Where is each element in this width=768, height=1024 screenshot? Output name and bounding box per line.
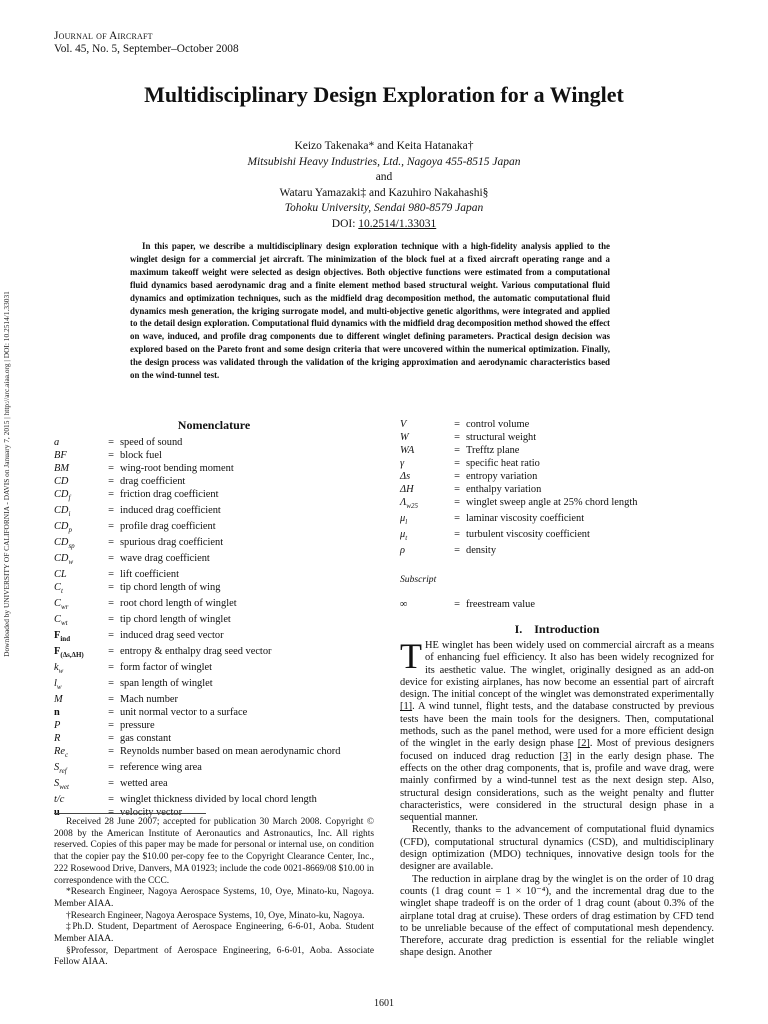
definition: drag coefficient bbox=[120, 475, 186, 487]
symbol: $Re_c$ bbox=[54, 745, 69, 760]
nomenclature-left-row bbox=[54, 630, 374, 646]
subscript-row bbox=[400, 599, 714, 612]
definition: wing-root bending moment bbox=[120, 462, 234, 474]
nomenclature-heading: Nomenclature bbox=[177, 418, 251, 432]
affiliation-2: Tohoku University, Sendai 980-8579 Japan bbox=[284, 202, 484, 214]
equals-sign: = bbox=[108, 449, 114, 461]
received-note: Received 28 June 2007; accepted for publication 30 March 2008. Copyright © 2008 by the American Institute of Aeronautics and Astronautics, Inc. All rights reserved. Copies of this paper may be made for personal or internal use, on condition that the copier pay the $10.00 per-copy fee to the Copyright Clearance Center, Inc., 222 Rosewood Drive, Danvers, MA 01923; include the code 0021-8669/08 $10.00 in correspondence with the CCC. bbox=[54, 817, 374, 886]
equals-sign: = bbox=[108, 678, 114, 690]
equals-sign: = bbox=[454, 483, 460, 495]
definition: structural weight bbox=[466, 431, 537, 443]
intro-text-1d: in the early design phase. The effects on the other drag components, that is, profile and wave drag, were mainly confirmed by a wind-tunnel test as the next design step. Also, structural design considerations, such as the weight penalty and flutter characteristics, were considered in the structural design phase in a sequential manner. bbox=[400, 750, 714, 824]
footnote-3: ‡Ph.D. Student, Department of Aerospace Engineering, 6-6-01, Aoba. Student Member AIAA. bbox=[54, 922, 374, 945]
equals-sign: = bbox=[108, 462, 114, 474]
nomenclature-right-row bbox=[400, 484, 714, 497]
equals-sign: = bbox=[108, 597, 114, 609]
download-note: Downloaded by UNIVERSITY OF CALIFORNIA - DAVIS on January 7, 2015 | http://arc.aiaa.org | DOI: 10.2514/1.33031 bbox=[2, 291, 11, 657]
equals-sign: = bbox=[108, 662, 114, 674]
intro-paragraph-2: Recently, thanks to the advancement of computational fluid dynamics (CFD), computational structural dynamics (CSD), and multidisciplinary design optimization (MDO) techniques, innovative design tools for the designer are available. bbox=[400, 824, 714, 873]
intro-paragraph-1 bbox=[400, 636, 714, 824]
symbol: V bbox=[400, 419, 407, 430]
doi-line bbox=[0, 217, 768, 233]
equals-sign: = bbox=[108, 437, 114, 448]
equals-sign: = bbox=[454, 419, 460, 430]
symbol: $C_{wr}$ bbox=[54, 597, 69, 612]
symbol: R bbox=[54, 733, 61, 744]
nomenclature-right-row bbox=[400, 445, 714, 458]
equals-sign: = bbox=[108, 488, 114, 500]
definition: friction drag coefficient bbox=[120, 488, 219, 500]
footnote-4: §Professor, Department of Aerospace Engineering, 6-6-01, Aoba. Associate Fellow AIAA. bbox=[54, 945, 374, 968]
equals-sign: = bbox=[108, 707, 114, 719]
symbol: ρ bbox=[400, 544, 405, 556]
equals-sign: = bbox=[108, 552, 114, 564]
nomenclature-left-row bbox=[54, 694, 374, 707]
definition: wave drag coefficient bbox=[120, 552, 210, 564]
nomenclature-right-row bbox=[400, 545, 714, 558]
equals-sign: = bbox=[108, 504, 114, 516]
journal-header bbox=[54, 30, 239, 56]
symbol: u bbox=[54, 807, 60, 818]
definition: pressure bbox=[120, 720, 155, 732]
symbol: ΔH bbox=[400, 483, 414, 495]
equals-sign: = bbox=[108, 536, 114, 548]
symbol: WA bbox=[400, 444, 415, 456]
nomenclature-left-row bbox=[54, 553, 374, 569]
equals-sign: = bbox=[108, 568, 114, 580]
symbol: ∞ bbox=[400, 598, 408, 610]
symbol: $C_t$ bbox=[54, 581, 63, 595]
symbol: Δs bbox=[400, 470, 411, 482]
definition: reference wing area bbox=[120, 761, 202, 773]
symbol: $CD_f$ bbox=[54, 488, 71, 502]
definition: gas constant bbox=[120, 733, 172, 744]
symbol: CL bbox=[54, 568, 67, 580]
symbol: $CD_{sp}$ bbox=[54, 536, 75, 550]
intro-text-1c: . Most of previous designers focused on induced drag reduction bbox=[400, 738, 714, 762]
doi-link[interactable]: 10.2514/1.33031 bbox=[358, 217, 437, 230]
nomenclature-left-row bbox=[54, 646, 374, 662]
nomenclature-right-row bbox=[400, 529, 714, 545]
ref-1-link[interactable]: [1] bbox=[400, 701, 413, 713]
intro-body bbox=[400, 636, 714, 960]
ref-2-link[interactable]: [2] bbox=[577, 738, 590, 750]
authors-line-2: Wataru Yamazaki‡ and Kazuhiro Nakahashi§ bbox=[279, 186, 489, 199]
definition: control volume bbox=[466, 419, 530, 430]
equals-sign: = bbox=[108, 807, 114, 818]
symbol: $\mu_t$ bbox=[400, 528, 408, 542]
symbol: W bbox=[400, 431, 409, 443]
symbol: $F_{ind}$ bbox=[54, 630, 71, 644]
equals-sign: = bbox=[108, 720, 114, 732]
symbol: $F_{(\Delta s,\Delta H)}$ bbox=[54, 646, 84, 660]
definition: induced drag coefficient bbox=[120, 504, 221, 516]
nomenclature-right-row bbox=[400, 497, 714, 513]
symbol: BM bbox=[54, 462, 70, 474]
nomenclature-right-row bbox=[400, 419, 714, 432]
nomenclature-left-row bbox=[54, 794, 374, 807]
ref-3-link[interactable]: [3] bbox=[559, 750, 572, 762]
definition: Mach number bbox=[120, 694, 178, 706]
nomenclature-left-row bbox=[54, 598, 374, 614]
symbol: $C_{wt}$ bbox=[54, 613, 68, 628]
nomenclature-left-row bbox=[54, 582, 374, 598]
equals-sign: = bbox=[454, 470, 460, 482]
definition: velocity vector bbox=[120, 807, 183, 818]
doi-label: DOI: bbox=[331, 217, 359, 230]
page-number: 1601 bbox=[374, 998, 394, 1009]
equals-sign: = bbox=[108, 794, 114, 806]
definition: unit normal vector to a surface bbox=[120, 707, 248, 719]
equals-sign: = bbox=[108, 778, 114, 790]
equals-sign: = bbox=[454, 544, 460, 556]
nomenclature-left-column bbox=[54, 437, 374, 820]
equals-sign: = bbox=[454, 512, 460, 524]
definition: span length of winglet bbox=[120, 678, 213, 690]
symbol: BF bbox=[54, 449, 67, 461]
nomenclature-left-row bbox=[54, 614, 374, 630]
paper-title: Multidisciplinary Design Exploration for a Winglet bbox=[144, 82, 624, 107]
symbol: P bbox=[54, 720, 61, 732]
intro-paragraph-3: The reduction in airplane drag by the winglet is on the order of 10 drag counts (1 drag count = 1 × 10⁻⁴), and the incremental drag due to the winglet shape tradeoff is on the order of 1 drag count (about 0.3% of the airplane total drag at cruise). These orders of drag estimation by CFD tend to be unreliable because of the effect of computational mesh dependency. Therefore, accurate drag prediction is essential for the reliable winglet shape design. Another bbox=[400, 873, 714, 959]
symbol: $CD_p$ bbox=[54, 520, 72, 534]
footnote-1: *Research Engineer, Nagoya Aerospace Systems, 10, Oye, Minato-ku, Nagoya. Member AIAA. bbox=[54, 887, 374, 909]
definition: turbulent viscosity coefficient bbox=[466, 528, 590, 540]
definition: root chord length of winglet bbox=[120, 597, 237, 609]
nomenclature-left-row bbox=[54, 437, 374, 450]
definition: spurious drag coefficient bbox=[120, 536, 224, 548]
author-block bbox=[0, 139, 768, 232]
symbol: $k_w$ bbox=[54, 662, 64, 676]
definition: tip chord length of winglet bbox=[120, 613, 231, 625]
definition: form factor of winglet bbox=[120, 662, 213, 674]
equals-sign: = bbox=[454, 431, 460, 443]
nomenclature-right-row bbox=[400, 513, 714, 529]
equals-sign: = bbox=[454, 598, 460, 610]
definition: tip chord length of wing bbox=[120, 581, 221, 593]
equals-sign: = bbox=[108, 745, 114, 757]
nomenclature-right-row bbox=[400, 458, 714, 471]
definition: entropy variation bbox=[466, 470, 538, 482]
subscript-heading: Subscript bbox=[400, 573, 437, 585]
definition: winglet thickness divided by local chord length bbox=[120, 794, 317, 806]
symbol: $CD_w$ bbox=[54, 552, 74, 567]
definition: freestream value bbox=[466, 598, 535, 610]
nomenclature-left-row bbox=[54, 746, 374, 762]
journal-name: Journal of Aircraft bbox=[54, 30, 153, 42]
equals-sign: = bbox=[454, 496, 460, 508]
symbol: $\Lambda_{w25}$ bbox=[400, 496, 418, 510]
equals-sign: = bbox=[108, 761, 114, 773]
definition: Trefftz plane bbox=[466, 444, 520, 456]
symbol: CD bbox=[54, 475, 69, 487]
nomenclature-right-row bbox=[400, 432, 714, 445]
equals-sign: = bbox=[454, 444, 460, 456]
footnote-divider bbox=[54, 813, 206, 814]
nomenclature-left-row bbox=[54, 450, 374, 463]
equals-sign: = bbox=[108, 646, 114, 658]
definition: entropy & enthalpy drag seed vector bbox=[120, 646, 272, 658]
affiliation-1: Mitsubishi Heavy Industries, Ltd., Nagoya 455-8515 Japan bbox=[247, 155, 521, 168]
nomenclature-left-row bbox=[54, 678, 374, 694]
nomenclature-right-row bbox=[400, 471, 714, 484]
nomenclature-left-row bbox=[54, 720, 374, 733]
nomenclature-left-row bbox=[54, 476, 374, 489]
authors-line-1: Keizo Takenaka* and Keita Hatanaka† bbox=[294, 140, 474, 152]
equals-sign: = bbox=[108, 475, 114, 487]
symbol: $CD_i$ bbox=[54, 504, 71, 518]
definition: density bbox=[466, 544, 497, 556]
nomenclature-left-row bbox=[54, 463, 374, 476]
nomenclature-left-row bbox=[54, 569, 374, 582]
nomenclature-left-row bbox=[54, 489, 374, 505]
nomenclature-left-row bbox=[54, 662, 374, 678]
nomenclature-left-row bbox=[54, 537, 374, 553]
symbol: a bbox=[54, 437, 60, 448]
symbol: $l_w$ bbox=[54, 678, 62, 692]
equals-sign: = bbox=[108, 694, 114, 706]
nomenclature-left-row bbox=[54, 521, 374, 537]
symbol: $S_{ref}$ bbox=[54, 761, 67, 776]
definition: lift coefficient bbox=[120, 568, 179, 580]
definition: Reynolds number based on mean aerodynamic chord bbox=[120, 745, 341, 757]
symbol: n bbox=[54, 707, 60, 719]
intro-heading: I. Introduction bbox=[514, 622, 600, 636]
nomenclature-left-row bbox=[54, 505, 374, 521]
nomenclature-left-row bbox=[54, 762, 374, 778]
abstract: In this paper, we describe a multidisciplinary design exploration technique with a high-fidelity analysis applied to the winglet design for a commercial jet aircraft. The minimization of the block fuel at a fixed aircraft operating range and a maximum takeoff weight were selected as design objectives. Both objective functions were estimated from a computational fluid dynamics based aerodynamic drag and a finite element method based structural weight. Various computational fluid dynamics and optimization techniques, such as the midfield drag decomposition method, the automatic computational fluid dynamics mesh generation, the kriging surrogate model, and multi-objective genetic algorithms, were integrated and applied to the detail design exploration. Computational fluid dynamics with the midfield drag decomposition method showed the effect on wave, induced, and profile drag components due to different winglet defining parameters. Practical design decision was explored based on the Pareto front and some design criteria that were uncovered within the numerical optimization. Finally, the design process was validated through the validation of the kriging approximation and aerodynamic characteristics based on the wind-tunnel test. bbox=[130, 241, 610, 381]
symbol: γ bbox=[400, 457, 405, 469]
intro-text-1a: HE winglet has been widely used on commercial aircraft as a means of enhancing fuel efficiency. It also has been widely recognized for its aesthetic value. The winglet, originally designed as an add-on device for existing airplanes, has now become an essential part of aircraft design. The initial concept of the winglet was demonstrated experimentally bbox=[400, 640, 714, 701]
equals-sign: = bbox=[108, 581, 114, 593]
symbol: $S_{wet}$ bbox=[54, 778, 69, 792]
journal-volume: Vol. 45, No. 5, September–October 2008 bbox=[54, 43, 239, 55]
definition: profile drag coefficient bbox=[120, 520, 216, 532]
authors-and: and bbox=[375, 171, 393, 183]
intro-text-1b: . A wind tunnel, flight tests, and the database constructed by previous tests have been the main tools for the designers. Then, computational methods, such as the panel method, were used for a more efficient design of the winglet in the early design phase bbox=[400, 701, 714, 750]
footnotes bbox=[54, 817, 374, 969]
footnote-2: †Research Engineer, Nagoya Aerospace Systems, 10, Oye, Minato-ku, Nagoya. bbox=[66, 910, 365, 921]
equals-sign: = bbox=[108, 630, 114, 642]
definition: enthalpy variation bbox=[466, 483, 542, 495]
nomenclature-left-row bbox=[54, 707, 374, 720]
definition: induced drag seed vector bbox=[120, 630, 224, 642]
nomenclature-left-row bbox=[54, 733, 374, 746]
definition: specific heat ratio bbox=[466, 457, 540, 469]
symbol: M bbox=[54, 694, 63, 706]
equals-sign: = bbox=[454, 457, 460, 469]
definition: laminar viscosity coefficient bbox=[466, 512, 585, 524]
nomenclature-left-row bbox=[54, 778, 374, 794]
definition: wetted area bbox=[120, 778, 168, 790]
drop-cap: T bbox=[400, 636, 422, 676]
nomenclature-right-column bbox=[400, 419, 714, 612]
definition: winglet sweep angle at 25% chord length bbox=[466, 496, 638, 508]
definition: speed of sound bbox=[120, 437, 183, 448]
equals-sign: = bbox=[108, 520, 114, 532]
equals-sign: = bbox=[108, 613, 114, 625]
symbol: t/c bbox=[54, 794, 65, 806]
equals-sign: = bbox=[454, 528, 460, 540]
definition: block fuel bbox=[120, 449, 162, 461]
equals-sign: = bbox=[108, 733, 114, 744]
symbol: $\mu_l$ bbox=[400, 512, 408, 526]
